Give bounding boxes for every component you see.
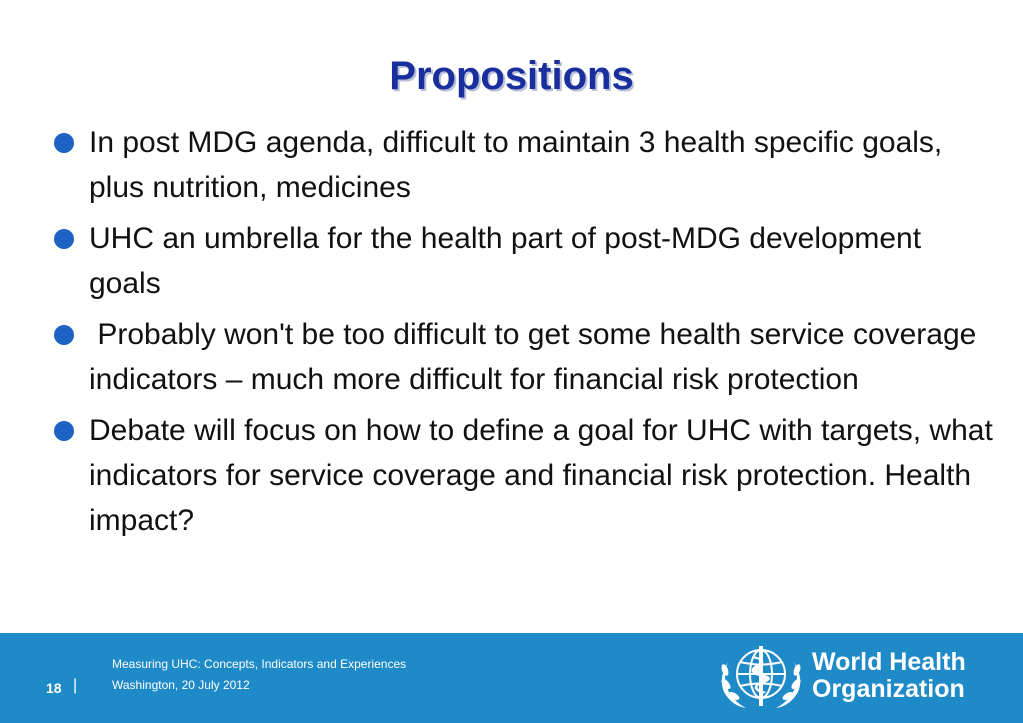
page-separator: | (73, 677, 78, 694)
footer-presentation-title: Measuring UHC: Concepts, Indicators and Experiences (112, 657, 407, 671)
page-number: 18 (46, 680, 62, 696)
bullet-item (54, 216, 994, 306)
bullet-text: Probably won't be too difficult to get some health service coverage indicators – much more difficult for financial risk protection (89, 318, 985, 396)
footer-bar (0, 633, 1023, 723)
organization-name (812, 649, 966, 703)
bullet-list (54, 120, 994, 549)
bullet-item (54, 120, 994, 210)
footer-location-date: Washington, 20 July 2012 (112, 678, 250, 692)
bullet-text: UHC an umbrella for the health part of post-MDG development goals (89, 222, 922, 300)
bullet-item (54, 408, 994, 543)
bullet-text: Debate will focus on how to define a goal for UHC with targets, what indicators for service coverage and financial risk protection. Health impact? (89, 414, 993, 537)
bullet-dot-icon (54, 421, 74, 441)
who-emblem-icon (716, 640, 806, 716)
slide-title: Propositions (389, 54, 634, 98)
bullet-item (54, 312, 994, 402)
bullet-dot-icon (54, 325, 74, 345)
organization-name-line1: World Health (812, 648, 966, 676)
organization-name-line2: Organization (812, 675, 965, 703)
bullet-dot-icon (54, 229, 74, 249)
bullet-dot-icon (54, 133, 74, 153)
bullet-text: In post MDG agenda, difficult to maintain 3 health specific goals, plus nutrition, medicines (89, 126, 943, 204)
